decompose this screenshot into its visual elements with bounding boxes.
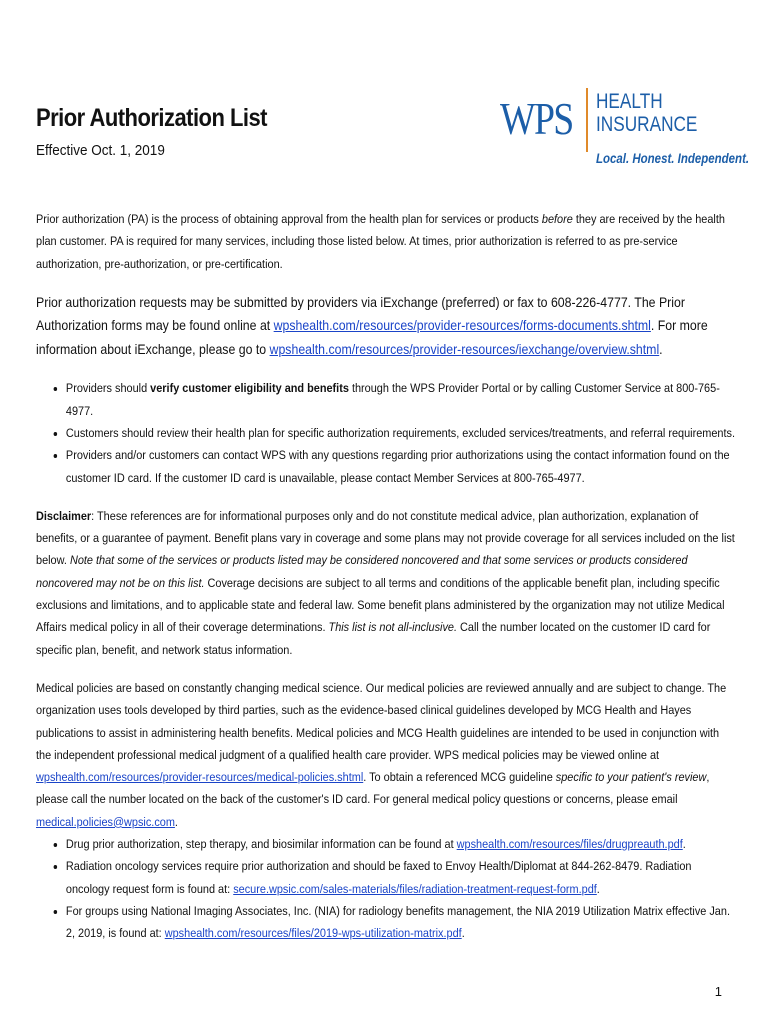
- policies-italic: specific to your patient's review: [555, 770, 707, 785]
- medical-policies-section: [36, 677, 736, 945]
- bullet-text: For groups using National Imaging Associates, Inc. (NIA) for radiology benefits management, the NIA 2019 Utilization Matrix effective Jan. 2, 2019, is found at:: [65, 903, 730, 941]
- intro-paragraph: [36, 208, 736, 275]
- submission-text-3: .: [659, 340, 663, 357]
- disclaimer-text-2: Coverage decisions are subject to all terms and conditions of the applicable benefit plan, including specific exclusions and limitations, and to applicable state and federal law. Some benefit plans administered by the organization may not utilize Medical Affairs medical policy in all of their coverage determinations.: [36, 575, 725, 635]
- list-item: [66, 833, 736, 855]
- medical-policies-paragraph: [36, 677, 736, 833]
- list-item: [66, 377, 736, 422]
- submission-paragraph: [36, 291, 736, 362]
- policies-text-2: . To obtain a referenced MCG guideline: [363, 770, 556, 785]
- bullet-text: .: [596, 881, 600, 896]
- bullet-text: Providers should: [65, 381, 151, 396]
- list-item: [66, 422, 736, 444]
- disclaimer-text-1: : These references are for informational purposes only and do not constitute medical advice, plan authorization, explanation of benefits, or a guarantee of payment. Benefit plans vary in coverage and some plans may not provide coverage for all services included on the list below.: [36, 508, 735, 568]
- logo-wps-text: WPS: [500, 93, 573, 144]
- iexchange-overview-link[interactable]: wpshealth.com/resources/provider-resources/iexchange/overview.shtml: [269, 340, 660, 357]
- logo-divider: [586, 88, 588, 152]
- policies-text-1: Medical policies are based on constantly changing medical science. Our medical policies are reviewed annually and are subject to change. The organization uses tools developed by third parties, such as the evidence-based clinical guidelines developed by MCG Health and Hayes publications to assist in administering health benefits. Medical policies and MCG Health guidelines are intended to be used in conjunction with the independent professional medical judgment of a qualified health care provider. WPS medical policies may be viewed online at: [36, 680, 727, 762]
- page-title: Prior Authorization List: [36, 104, 267, 132]
- submission-text-1: Prior authorization requests may be submitted by providers via iExchange (preferred) or fax to 608-226-4777. The Prior Authorization forms may be found online at: [36, 293, 685, 334]
- intro-text-2: they are received by the health plan customer. PA is required for many services, including those listed below. At times, prior authorization is referred to as pre-service authorization, pre-authorization, or pre-certification.: [36, 212, 725, 271]
- disclaimer-paragraph: [36, 505, 736, 661]
- bullet-text: .: [682, 837, 686, 852]
- intro-text-1: Prior authorization (PA) is the process of obtaining approval from the health plan for services or products: [36, 212, 542, 226]
- eligibility-bullet-list: [36, 377, 736, 488]
- policies-text-3: , please call the number located on the back of the customer's ID card. For general medical policy questions or concerns, please email: [36, 770, 710, 807]
- disclaimer-italic-2: This list is not all-inclusive.: [328, 620, 457, 635]
- bullet-text: Providers and/or customers can contact WPS with any questions regarding prior authorizations using the contact information found on the customer ID card. If the customer ID card is unavailable, please contact Member Services at 800-765-4977.: [65, 448, 730, 485]
- logo-tagline: Local. Honest. Independent.: [596, 150, 750, 166]
- bullet-text: Drug prior authorization, step therapy, and biosimilar information can be found at: [65, 837, 457, 852]
- bullet-text: Customers should review their health plan for specific authorization requirements, excluded services/treatments, and referral requirements.: [65, 425, 736, 440]
- list-item: [66, 444, 736, 489]
- effective-date: Effective Oct. 1, 2019: [36, 142, 165, 159]
- submission-text-2: . For more information about iExchange, please go to: [36, 317, 708, 357]
- bullet-text: through the WPS Provider Portal or by calling Customer Service at 800-765-4977.: [65, 381, 720, 418]
- disclaimer-italic-1: Note that some of the services or products listed may be considered noncovered and that some services or products considered noncovered may not be on this list.: [36, 553, 688, 590]
- header: [36, 90, 750, 190]
- document-body: [36, 208, 736, 945]
- forms-documents-link[interactable]: wpshealth.com/resources/provider-resources/forms-documents.shtml: [273, 317, 651, 334]
- wps-logo: [500, 86, 750, 176]
- resources-bullet-list: [36, 833, 736, 944]
- logo-health-insurance: [596, 90, 697, 136]
- medical-policies-link[interactable]: wpshealth.com/resources/provider-resources/medical-policies.shtml: [36, 770, 364, 785]
- policies-text-4: .: [174, 814, 178, 829]
- page-number: 1: [714, 984, 722, 999]
- list-item: [66, 900, 736, 945]
- drug-preauth-link[interactable]: wpshealth.com/resources/files/drugpreauth.pdf: [456, 837, 683, 852]
- bullet-text: .: [461, 926, 465, 941]
- list-item: [66, 855, 736, 900]
- disclaimer-label: Disclaimer: [36, 508, 92, 523]
- intro-italic: before: [541, 212, 573, 226]
- bullet-text: Radiation oncology services require prior authorization and should be faxed to Envoy Health/Diplomat at 844-262-8479. Radiation oncology request form is found at:: [65, 859, 692, 896]
- bullet-bold: verify customer eligibility and benefits: [150, 381, 349, 396]
- radiation-form-link[interactable]: secure.wpsic.com/sales-materials/files/radiation-treatment-request-form.pdf: [233, 881, 597, 896]
- utilization-matrix-link[interactable]: wpshealth.com/resources/files/2019-wps-utilization-matrix.pdf: [164, 926, 462, 941]
- medical-policies-email-link[interactable]: medical.policies@wpsic.com: [36, 814, 175, 829]
- disclaimer-text-3: Call the number located on the customer ID card for specific plan, benefit, and network status information.: [36, 620, 711, 657]
- logo-health-text: HEALTH: [596, 90, 663, 113]
- logo-insurance-text: INSURANCE: [596, 113, 698, 136]
